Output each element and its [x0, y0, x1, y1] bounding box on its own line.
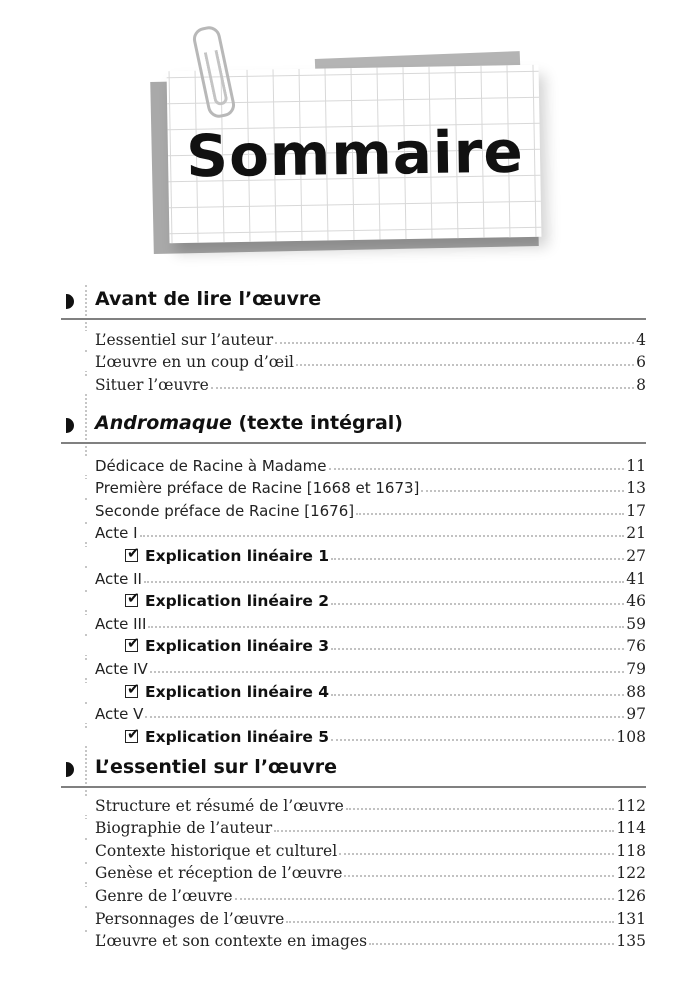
page-number: 131 [616, 909, 646, 928]
toc-entry-explication-1[interactable]: ✔Explication linéaire 1 27 [61, 542, 646, 565]
toc-list [61, 320, 646, 394]
dot-leader [329, 468, 625, 470]
dot-leader [211, 387, 634, 389]
page-number: 118 [616, 841, 646, 860]
page-number: 122 [616, 864, 646, 883]
dot-leader [331, 558, 624, 560]
page-number: 46 [626, 592, 646, 611]
toc-entry-explication-4[interactable]: ✔Explication linéaire 4 88 [61, 678, 646, 701]
page-number: 41 [626, 569, 646, 588]
toc-entry[interactable]: Genèse et réception de l’œuvre 122 [61, 860, 646, 883]
page-number: 79 [626, 659, 646, 678]
dot-leader [331, 603, 624, 605]
dot-leader [275, 342, 634, 344]
checkbox-checked-icon [125, 639, 138, 652]
page-number: 13 [626, 479, 646, 498]
toc-entry-explication-2[interactable]: ✔Explication linéaire 2 46 [61, 588, 646, 611]
toc-entry[interactable]: Situer l’œuvre 8 [61, 371, 646, 394]
toc-list [61, 444, 646, 746]
dot-leader [356, 513, 624, 515]
page-number: 135 [616, 932, 646, 951]
dot-leader [150, 671, 624, 673]
page-number: 126 [616, 886, 646, 905]
page-number: 17 [626, 501, 646, 520]
checkbox-checked-icon [125, 549, 138, 562]
dot-leader [286, 921, 614, 923]
section-title: Avant de lire l’œuvre [95, 288, 322, 310]
half-circle-bullet-icon [66, 418, 74, 433]
toc-entry[interactable]: Première préface de Racine [1668 et 1673] 13 [61, 475, 646, 498]
page-number: 59 [626, 614, 646, 633]
section-title: L’essentiel sur l’œuvre [95, 756, 337, 778]
dot-leader [331, 739, 614, 741]
dot-leader [331, 648, 624, 650]
page-number: 27 [626, 546, 646, 565]
dot-leader [346, 808, 615, 810]
toc-entry[interactable]: Dédicace de Racine à Madame 11 [61, 452, 646, 475]
page-number: 97 [626, 705, 646, 724]
title-card [140, 20, 560, 260]
toc-entry[interactable]: Contexte historique et culturel 118 [61, 837, 646, 860]
dot-leader [421, 490, 624, 492]
toc-entry[interactable]: L’œuvre et son contexte en images 135 [61, 928, 646, 951]
checkbox-checked-icon [125, 685, 138, 698]
section-header [61, 754, 646, 788]
page-number: 21 [626, 524, 646, 543]
toc-entry[interactable]: Genre de l’œuvre 126 [61, 882, 646, 905]
dot-leader [331, 694, 624, 696]
dot-leader [148, 626, 624, 628]
half-circle-bullet-icon [66, 294, 74, 309]
dot-leader [235, 898, 615, 900]
dot-leader [145, 716, 624, 718]
toc-entry-acte-4[interactable]: Acte IV 79 [61, 655, 646, 678]
dot-leader [140, 535, 625, 537]
dot-leader [296, 364, 634, 366]
toc-entry-explication-5[interactable]: ✔Explication linéaire 5 108 [61, 723, 646, 746]
section-title: Andromaque (texte intégral) [95, 412, 403, 434]
section-avant-de-lire [61, 286, 646, 394]
toc-entry[interactable]: L’essentiel sur l’auteur 4 [61, 326, 646, 349]
toc-entry[interactable]: Personnages de l’œuvre 131 [61, 905, 646, 928]
toc-entry-acte-2[interactable]: Acte II 41 [61, 565, 646, 588]
half-circle-bullet-icon [66, 762, 74, 777]
section-header [61, 410, 646, 444]
toc-entry[interactable]: Biographie de l’auteur 114 [61, 815, 646, 838]
checkbox-checked-icon [125, 730, 138, 743]
page-number: 112 [616, 796, 646, 815]
checkbox-checked-icon [125, 594, 138, 607]
page-number: 108 [616, 727, 646, 746]
dot-leader [274, 830, 614, 832]
section-andromaque [61, 410, 646, 746]
page-number: 88 [626, 682, 646, 701]
dot-leader [344, 875, 614, 877]
toc-entry-acte-1[interactable]: Acte I 21 [61, 520, 646, 543]
toc-entry-explication-3[interactable]: ✔Explication linéaire 3 76 [61, 633, 646, 656]
dot-leader [369, 943, 614, 945]
toc-list [61, 788, 646, 950]
toc-entry-acte-5[interactable]: Acte V 97 [61, 701, 646, 724]
toc-entry[interactable]: Structure et résumé de l’œuvre 112 [61, 792, 646, 815]
page-number: 114 [616, 819, 646, 838]
section-header [61, 286, 646, 320]
page-number: 6 [636, 353, 646, 372]
toc-entry[interactable]: L’œuvre en un coup d’œil 6 [61, 349, 646, 372]
toc-entry-acte-3[interactable]: Acte III 59 [61, 610, 646, 633]
page-number: 76 [626, 637, 646, 656]
dot-leader [144, 581, 624, 583]
page-title: Sommaire [185, 117, 525, 191]
page-number: 4 [636, 330, 646, 349]
page-number: 11 [626, 456, 646, 475]
section-essentiel-oeuvre [61, 754, 646, 950]
dot-leader [339, 853, 614, 855]
page-number: 8 [636, 375, 646, 394]
toc-entry[interactable]: Seconde préface de Racine [1676] 17 [61, 497, 646, 520]
